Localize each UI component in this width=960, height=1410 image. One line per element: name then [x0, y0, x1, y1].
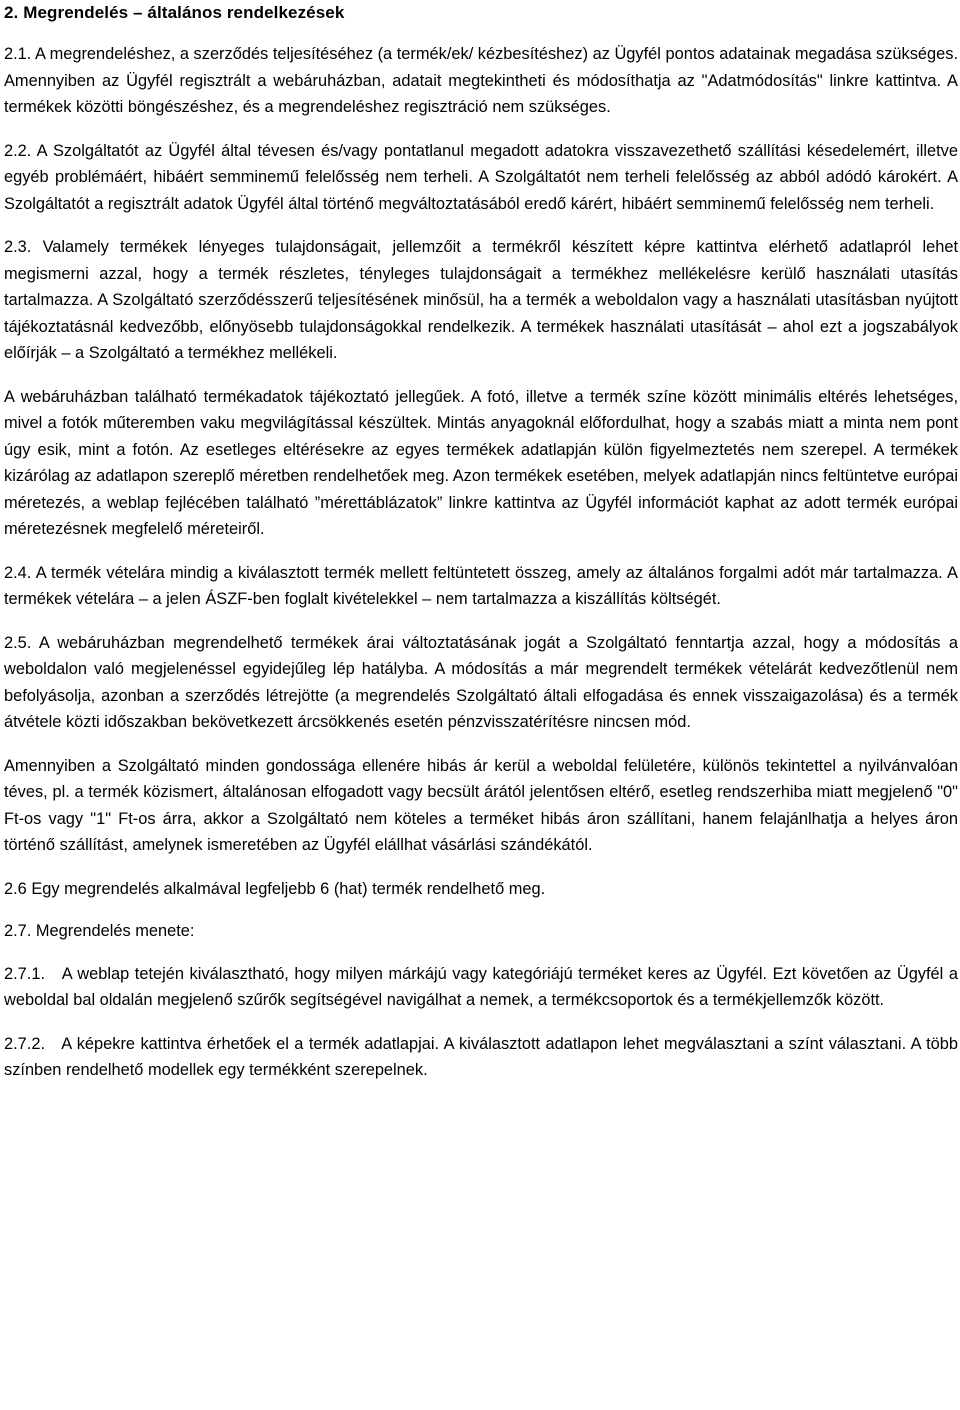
paragraph-wrong-price: Amennyiben a Szolgáltató minden gondossága ellenére hibás ár kerül a weboldal felületére, különös tekintettel a nyilvánvalóan téves, pl. a termék közismert, általánosan elfogadott vagy becsült árától jelentősen eltérő, esetleg rendszerhiba miatt megjelenő "0" Ft-os vagy "1" Ft-os árra, akkor a Szolgáltató nem köteles a terméket hibás áron szállítani, hanem felajánlhatja a helyes áron történő szállítást, amelynek ismeretében az Ügyfél elállhat vásárlási szándékától. — [4, 756, 958, 854]
document-page — [4, 0, 958, 1101]
paragraph-2-7-2: 2.7.2. A képekre kattintva érhetőek el a termék adatlapjai. A kiválasztott adatlapon lehet megválasztani a színt választani. A több színben rendelhető modellek egy termékként szerepelnek. — [4, 1034, 958, 1079]
paragraph-2-7-1: 2.7.1. A weblap tetején kiválasztható, hogy milyen márkájú vagy kategóriájú terméket keres az Ügyfél. Ezt követően az Ügyfél a weboldal bal oldalán megjelenő szűrők segítségével navigálhat a nemek, a termékcsoportok és a termékjellemzők között. — [4, 964, 958, 1009]
paragraph-product-data: A webáruházban található termékadatok tájékoztató jellegűek. A fotó, illetve a termék színe között minimális eltérés lehetséges, mivel a fotók műteremben vaku megvilágítással készültek. Mintás anyagoknál előfordulhat, hogy a szabás miatt a minta nem pont úgy esik, mint a fotón. Az esetleges eltérésekre az egyes termékek adatlapján külön figyelmeztetés nem szerepel. A termékek kizárólag az adatlapon szereplő méretben rendelhetőek meg. Azon termékek esetében, melyek adatlapján nincs feltüntetve európai méretezés, a weblap fejlécében található ”mérettáblázatok” linkre kattintva az Ügyfél információt kaphat az adott termék európai méretezésnek megfelelő méreteiről. — [4, 387, 958, 538]
paragraph-2-7: 2.7. Megrendelés menete: — [4, 922, 195, 940]
paragraph-2-3: 2.3. Valamely termékek lényeges tulajdonságait, jellemzőit a termékről készített képre kattintva elérhető adatlapról lehet megismerni azzal, hogy a termék részletes, tényleges tulajdonságait a termékhez mellékelésre kerülő használati utasítás tartalmazza. A Szolgáltató szerződésszerű teljesítésének minősül, ha a termék a weboldalon vagy a használati utasításban nyújtott tájékoztatásnál kedvezőbb, előnyösebb tulajdonságokkal rendelkezik. A termékek használati utasítását – ahol ezt a jogszabályok előírják – a Szolgáltató a termékhez mellékeli. — [4, 238, 958, 362]
paragraph-2-6: 2.6 Egy megrendelés alkalmával legfeljebb 6 (hat) termék rendelhető meg. — [4, 879, 546, 898]
paragraph-2-2: 2.2. A Szolgáltatót az Ügyfél által tévesen és/vagy pontatlanul megadott adatokra visszavezethető szállítási késedelemért, illetve egyéb problémáért, hibáért semminemű felelősség nem terheli. A Szolgáltatót nem terheli felelősség az abból adódó károkért. A Szolgáltatót a regisztrált adatok Ügyfél által történő megváltoztatásából eredő kárért, hibáért semminemű felelősség nem terheli. — [4, 141, 958, 213]
paragraph-2-4: 2.4. A termék vételára mindig a kiválasztott termék mellett feltüntetett összeg, amely az általános forgalmi adót már tartalmazza. A termékek vételára – a jelen ÁSZF-ben foglalt kivételekkel – nem tartalmazza a kiszállítás költségét. — [4, 563, 958, 608]
paragraph-2-5: 2.5. A webáruházban megrendelhető termékek árai változtatásának jogát a Szolgáltató fenntartja azzal, hogy a módosítás a weboldalon való megjelenéssel egyidejűleg lép hatályba. A módosítás a már megrendelt termékek vételárát kedvezőtlenül nem befolyásolja, azonban a szerződés létrejötte (a megrendelés Szolgáltató általi elfogadása és ennek visszaigazolása) és a termék átvétele közti időszakban bekövetkezett árcsökkenés esetén pénzvisszatérítésre nincsen mód. — [4, 633, 958, 731]
paragraph-2-1: 2.1. A megrendeléshez, a szerződés teljesítéséhez (a termék/ek/ kézbesítéshez) az Ügyfél pontos adatainak megadása szükséges. Amennyiben az Ügyfél regisztrált a webáruházban, adatait megtekintheti és módosíthatja az "Adatmódosítás" linkre kattintva. A termékek közötti böngészéshez, és a megrendeléshez regisztráció nem szükséges. — [4, 45, 958, 116]
section-heading: 2. Megrendelés – általános rendelkezések — [4, 3, 345, 22]
